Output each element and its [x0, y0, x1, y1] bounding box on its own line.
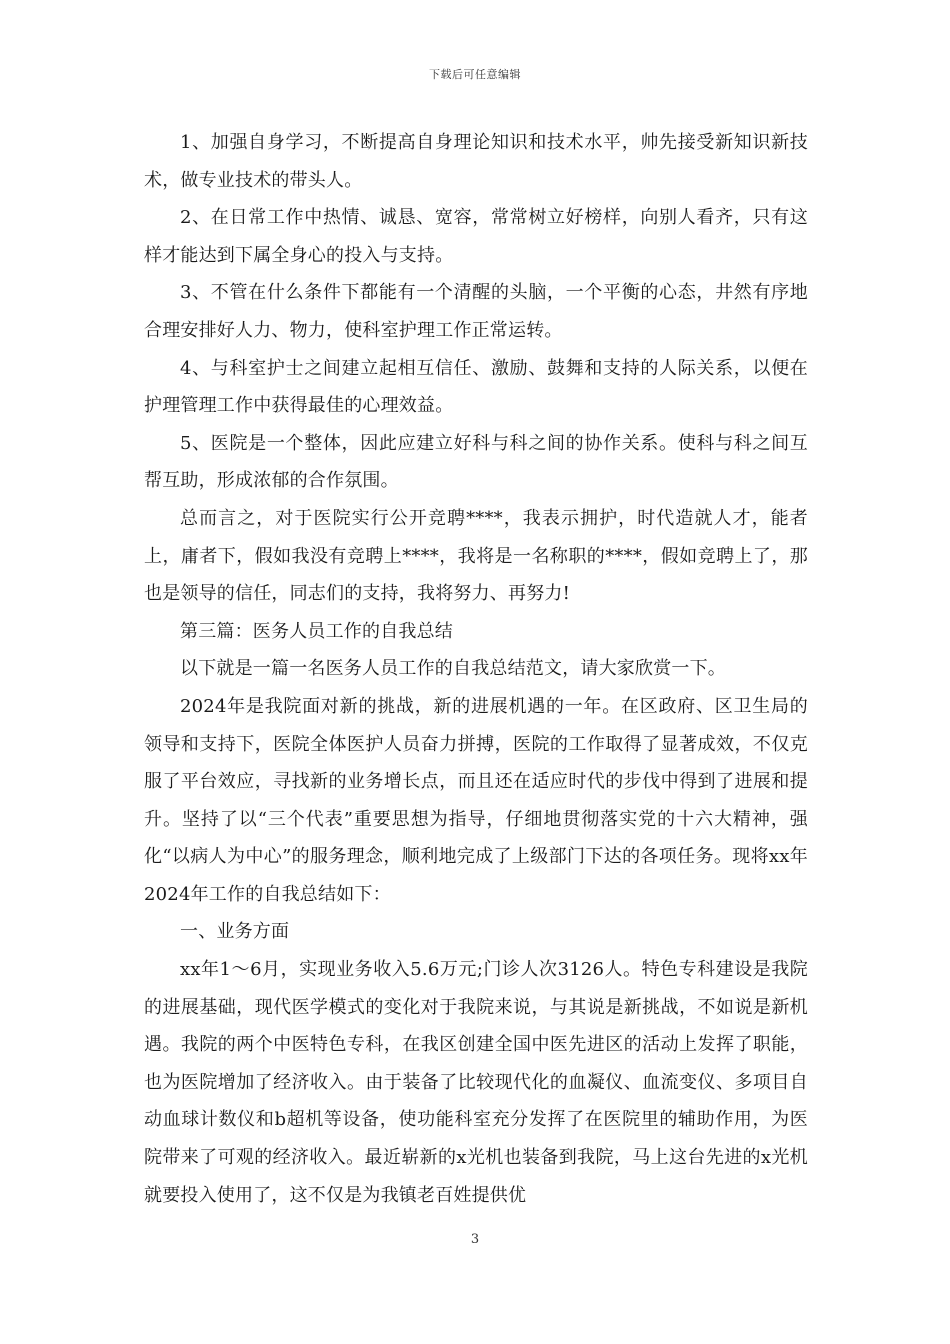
- document-body: [144, 124, 808, 1214]
- paragraph-item-5: 5、医院是一个整体，因此应建立好科与科之间的协作关系。使科与科之间互帮互助，形成浓郁的合作氛围。: [144, 432, 808, 492]
- paragraph-business-detail: xx年1～6月，实现业务收入5.6万元;门诊人次3126人。特色专科建设是我院的进展基础，现代医学模式的变化对于我院来说，与其说是新挑战，不如说是新机遇。我院的两个中医特色专科，在我区创建全国中医先进区的活动上发挥了职能，也为医院增加了经济收入。由于装备了比较现代化的血凝仪、血流变仪、多项目自动血球计数仪和b超机等设备，使功能科室充分发挥了在医院里的辅助作用，为医院带来了可观的经济收入。最近崭新的x光机也装备到我院，马上这台先进的x光机就要投入使用了，这不仅是为我镇老百姓提供优: [144, 959, 808, 1206]
- paragraph-year-summary: 2024年是我院面对新的挑战，新的进展机遇的一年。在区政府、区卫生局的领导和支持下，医院全体医护人员奋力拼搏，医院的工作取得了显著成效，不仅克服了平台效应，寻找新的业务增长点，而且还在适应时代的步伐中得到了进展和提升。坚持了以“三个代表”重要思想为指导，仔细地贯彻落实党的十六大精神，强化“以病人为中心”的服务理念，顺利地完成了上级部门下达的各项任务。现将xx年2024年工作的自我总结如下：: [144, 695, 808, 905]
- paragraph-item-3: 3、不管在什么条件下都能有一个清醒的头脑，一个平衡的心态，井然有序地合理安排好人力、物力，使科室护理工作正常运转。: [144, 282, 808, 341]
- paragraph-item-2: 2、在日常工作中热情、诚恳、宽容，常常树立好榜样，向别人看齐，只有这样才能达到下属全身心的投入与支持。: [144, 207, 808, 266]
- page-number: 3: [470, 1232, 480, 1247]
- paragraph-item-1: 1、加强自身学习，不断提高自身理论知识和技术水平，帅先接受新知识新技术，做专业技术的带头人。: [144, 132, 808, 191]
- section-heading-third: 第三篇：医务人员工作的自我总结: [180, 620, 453, 642]
- paragraph-item-4: 4、与科室护士之间建立起相互信任、激励、鼓舞和支持的人际关系，以便在护理管理工作中获得最佳的心理效益。: [144, 357, 808, 417]
- page-header-note: 下载后可任意编辑: [429, 68, 521, 81]
- section-heading-business: 一、业务方面: [180, 921, 290, 943]
- paragraph-intro: 以下就是一篇一名医务人员工作的自我总结范文，请大家欣赏一下。: [180, 658, 726, 680]
- paragraph-conclusion: 总而言之，对于医院实行公开竞聘****，我表示拥护，时代造就人才，能者上，庸者下，假如我没有竞聘上****，我将是一名称职的****，假如竞聘上了，那也是领导的信任，同志们的支持，我将努力、再努力!: [144, 507, 808, 605]
